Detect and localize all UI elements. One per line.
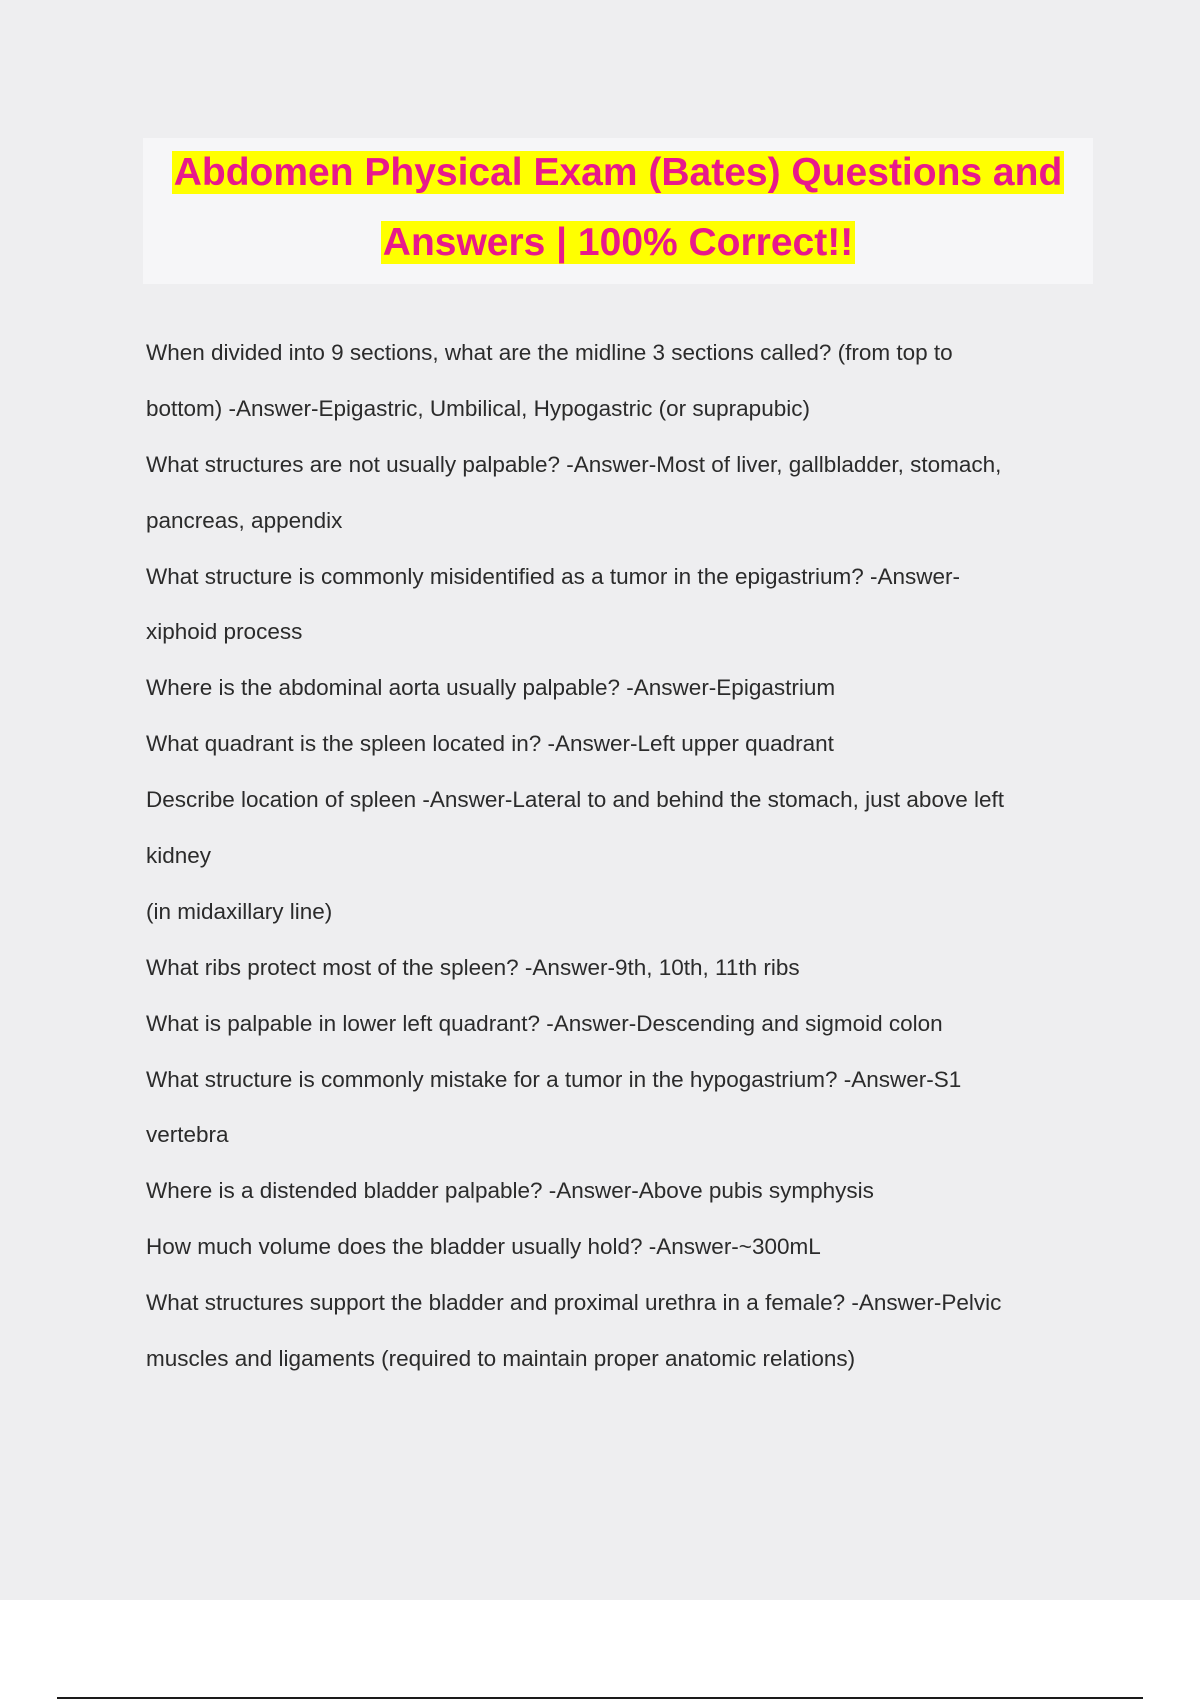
text-line: What structure is commonly mistake for a tumor in the hypogastrium? -Answer-S1 [146, 1066, 962, 1092]
document-title [143, 138, 1093, 284]
text-line: When divided into 9 sections, what are the midline 3 sections called? (from top to [146, 340, 953, 365]
text-line: Where is the abdominal aorta usually palpable? -Answer-Epigastrium [146, 675, 836, 701]
text-line: What structures support the bladder and proximal urethra in a female? -Answer-Pelvic [146, 1290, 1002, 1316]
text-line: xiphoid process [146, 619, 303, 645]
text-line: What structures are not usually palpable? -Answer-Most of liver, gallbladder, stomach, [146, 451, 1002, 477]
qa-body [146, 325, 1096, 1387]
text-line: What quadrant is the spleen located in? -Answer-Left upper quadrant [146, 731, 834, 757]
text-line: (in midaxillary line) [146, 898, 333, 924]
text-line: How much volume does the bladder usually hold? -Answer-~300mL [146, 1234, 821, 1260]
text-line: Describe location of spleen -Answer-Lateral to and behind the stomach, just above left [146, 787, 1004, 813]
title-line-1: Abdomen Physical Exam (Bates) Questions and [173, 151, 1063, 194]
text-line: What is palpable in lower left quadrant? -Answer-Descending and sigmoid colon [146, 1010, 943, 1036]
text-line: muscles and ligaments (required to maintain proper anatomic relations) [146, 1346, 856, 1372]
text-line: Where is a distended bladder palpable? -Answer-Above pubis symphysis [146, 1178, 874, 1204]
text-line: pancreas, appendix [146, 507, 343, 533]
text-line: bottom) -Answer-Epigastric, Umbilical, Hypogastric (or suprapubic) [146, 395, 810, 421]
text-line: vertebra [146, 1122, 229, 1148]
page-divider [57, 1697, 1143, 1699]
text-line: kidney [146, 843, 212, 869]
title-line-2: Answers | 100% Correct!! [382, 221, 854, 264]
text-line: What structure is commonly misidentified as a tumor in the epigastrium? -Answer- [146, 563, 961, 589]
text-line: What ribs protect most of the spleen? -Answer-9th, 10th, 11th ribs [146, 954, 800, 980]
